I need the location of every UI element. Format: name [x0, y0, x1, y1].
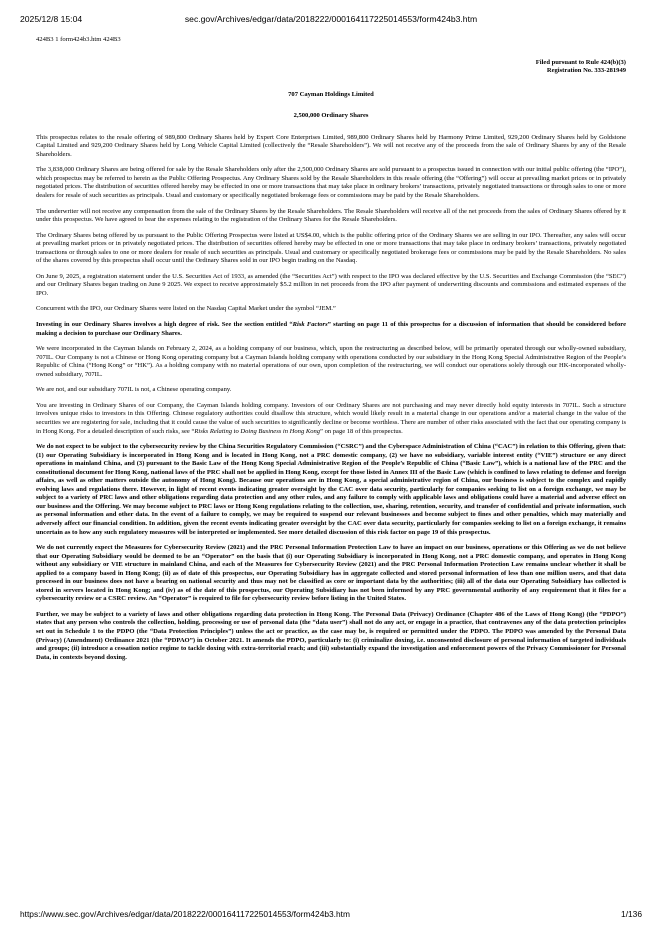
paragraph-incorporation: We were incorporated in the Cayman Islands on February 2, 2024, as a holding company of our business, which, upon the restructuring as described below, will be primarily operated through our wholly-owned subsidiary, 707IL. Our Company is not a Chinese or Hong Kong operating company but a Cayman Islands holding company with operations conducted by our subsidiary in the Hong Kong Special Administrative Region of the People’s Republic of China (“Hong Kong” or “HK”). As a holding company with no material operations of our own, upon completion of the restructuring, we will conduct our operations solely through our HK-incorporated wholly-owned subsidiary, 707IL.	[36, 345, 626, 378]
browser-print-footer	[20, 909, 642, 921]
paragraph-cybersecurity-review: We do not expect to be subject to the cybersecurity review by the China Securities Regulatory Commission (“CSRC”) and the Cyberspace Administration of China (“CAC”) in relation to this Offering, given that: (1) our Operating Subsidiary is incorporated in Hong Kong and is located in Hong Kong, not a PRC domestic company, (2) we have no subsidiary, variable interest entity (“VIE”) structure or any direct operations in mainland China, and (3) pursuant to the Basic Law of the Hong Kong Special Administrative Region of the People’s Republic of China (“Basic Law”), which is a national law of the PRC and the constitutional document for Hong Kong, national laws of the PRC shall not be applied in Hong Kong, except for those listed in Annex III of the Basic Law (which is confined to laws relating to defense and foreign affairs, as well as other matters outside the autonomy of Hong Kong). Because our operations are in Hong Kong, a special administrative region of China, our business is subject to the complex and rapidly evolving laws and regulations there. However, in light of recent events indicating greater oversight by the CAC over data security, particularly for companies seeking to list on a foreign exchange, we may be subject to a variety of PRC laws and other obligations regarding data protection and any other rules, and any failure to comply with applicable laws and obligations could have a material and adverse effect on our business and the Offering. We may become subject to PRC laws or Hong Kong regulations relating to the collection, use, sharing, retention, security, and transfer of confidential and private information, such as personal information and other data. In the event of a failure to comply, we may be required to suspend our relevant businesses and become subject to fines and other penalties, which may materially and adversely affect our financial condition. In addition, given the recent events indicating greater oversight by the CAC over data security, particularly for companies seeking to list on a foreign exchange, it remains uncertain as to how any such regulatory measures will be interpreted or implemented. See more detailed discussion of this risk factor on page 19 of this prospectus.	[36, 443, 626, 536]
print-url: https://www.sec.gov/Archives/edgar/data/2018222/000164117225014553/form424b3.htm	[20, 909, 350, 919]
print-page-title: sec.gov/Archives/edgar/data/2018222/000164117225014553/form424b3.htm	[184, 14, 478, 24]
filing-reference	[36, 59, 626, 76]
filed-rule: Filed pursuant to Rule 424(b)(3)	[535, 58, 626, 66]
registration-number: Registration No. 333-281949	[546, 67, 626, 75]
offered-shares: 2,500,000 Ordinary Shares	[293, 112, 369, 120]
hong-kong-risks-link[interactable]: Risks Relating to Doing Business in Hong Kong	[194, 427, 321, 435]
print-page-count: 1/136	[621, 909, 642, 919]
paragraph-registration-statement: On June 9, 2025, a registration statement under the U.S. Securities Act of 1933, as amended (the “Securities Act”) with respect to the IPO was declared effective by the U.S. Securities and Exchange Commission (the “SEC”) and our Ordinary Shares began trading on June 9 2025. We expect to receive approximately $5.2 million in net proceeds from the IPO after payment of underwriting discounts and commissions and estimated expenses of the IPO.	[36, 272, 626, 297]
paragraph-investment-structure: You are investing in Ordinary Shares of our Company, the Cayman Islands holding company. Investors of our Ordinary Shares are not purchasing and may never directly hold equity interests in 707IL. Such a structure involves unique risks to investors in this Offering. Chinese regulatory authorities could disallow this structure, which would likely result in a material change in our operations and/or a material change in the value of the securities we are registering for sale, including that it could cause the value of such securities to significantly decline or become worthless. There are number of other risks associated with the fact that our operating company is in Hong Kong. For a detailed description of such risks, see “Risks Relating to Doing Business in Hong Kong” on page 18 of this prospectus.	[36, 401, 626, 435]
paragraph-risk-warning: Investing in our Ordinary Shares involves a high degree of risk. See the section entitled “Risk Factors” starting on page 11 of this prospectus for a discussion of information that should be considered before making a decision to purchase our Ordinary Shares.	[36, 321, 626, 337]
print-datetime: 2025/12/8 15:04	[20, 14, 83, 24]
browser-print-header	[20, 14, 642, 26]
paragraph-cybersecurity-measures: We do not currently expect the Measures for Cybersecurity Review (2021) and the PRC Personal Information Protection Law to have an impact on our business, operations or this Offering as we do not believe that our Operating Subsidiary would be deemed to be an “Operator” on the basis that (i) our Operating Subsidiary is incorporated in Hong Kong, not a PRC domestic company, and operates in Hong Kong without any subsidiary or VIE structure in mainland China, and each of the Measures for Cybersecurity Review (2021) and the PRC Personal Information Protection Law remains unclear whether it shall be applied to a company based in Hong Kong; (ii) as of date of this prospectus, our Operating Subsidiary has in aggregate collected and stored personal information of less than one million users, and that data processed in our business does not have a bearing on national security and thus may not be classified as core or important data by the authorities; (iii) all of the data our Operating Subsidiary has collected is stored in servers located in Hong Kong; and (iv) as of the date of this prospectus, our Operating Subsidiary has not been informed by any PRC governmental authority of any requirement that it files for a cybersecurity review or a CSRC review. An “Operator” is required to file for cybersecurity review before listing in the United States.	[36, 544, 626, 603]
paragraph-offering-price: The Ordinary Shares being offered by us pursuant to the Public Offering Prospectus were listed at US$4.00, which is the public offering price of the Ordinary Shares we are selling in our IPO. Thereafter, any sales will occur at prevailing market prices or in privately negotiated prices. The distribution of securities offered hereby may be effected in one or more transactions that may take place in ordinary brokers’ transactions, privately negotiated transactions or through sales to one or more dealers for resale of such securities as principals. Usual and customary or specifically negotiated brokerage fees or commissions may be paid by the Resale Shareholders. No sales of the shares covered by this prospectus shall occur until the Ordinary Shares sold in our IPO begin trading on the Nasdaq.	[36, 231, 626, 265]
prospectus-document	[36, 36, 626, 669]
paragraph-underwriter: The underwriter will not receive any compensation from the sale of the Ordinary Shares by the Resale Shareholders. The Resale Shareholders will receive all of the net proceeds from the sales of Ordinary Shares offered by it under this prospectus. We have agreed to bear the expenses relating to the registration of the Ordinary Shares for the Resale Shareholders.	[36, 207, 626, 224]
risk-factors-link[interactable]: Risk Factors	[292, 321, 328, 329]
paragraph-nasdaq-listing: Concurrent with the IPO, our Ordinary Shares were listed on the Nasdaq Capital Market under the symbol “JEM.”	[36, 305, 336, 313]
company-name: 707 Cayman Holdings Limited	[288, 90, 374, 98]
file-tag: 424B3 1 form424b3.htm 424B3	[36, 36, 121, 43]
paragraph-not-chinese-operating: We are not, and our subsidiary 707IL is not, a Chinese operating company.	[36, 386, 232, 394]
paragraph-resale-offering: This prospectus relates to the resale offering of 989,800 Ordinary Shares held by Expert Core Enterprises Limited, 989,800 Ordinary Shares held by Harmony Prime Limited, 929,200 Ordinary Shares held by Goldstone Capital Limited and 929,200 Ordinary Shares held by Long Vehicle Capital Limited (collectively the “Resale Shareholders”). We will not receive any of the proceeds from the sale of Ordinary Shares by any of the Resale Shareholders.	[36, 133, 626, 158]
paragraph-share-distribution: The 3,838,000 Ordinary Shares are being offered for sale by the Resale Shareholders only after the 2,500,000 Ordinary Shares are sold pursuant to a prospectus issued in connection with our initial public offering (the “IPO”), which prospectus may be referred to herein as the Public Offering Prospectus. Any Ordinary Shares sold by the Resale Shareholders in this resale offering (the “Offering”) will occur at prevailing market prices or in privately negotiated prices. The distribution of securities offered hereby may be effected in one or more transactions that may take place in ordinary brokers’ transactions, privately negotiated transactions or through sales to one or more dealers for resale of such securities as principals. Usual and customary or specifically negotiated brokerage fees or commissions may be paid by the Resale Shareholders.	[36, 166, 626, 200]
paragraph-data-protection: Further, we may be subject to a variety of laws and other obligations regarding data protection in Hong Kong. The Personal Data (Privacy) Ordinance (Chapter 486 of the Laws of Hong Kong) (the “PDPO”) states that any person who controls the collection, holding, processing or use of personal data (the “data user”) shall not do any act, or engage in a practice, that contravenes any of the data protection principles set out in Schedule 1 to the PDPO (the “Data Protection Principles”) unless the act or practice, as the case may be, is required or permitted under the PDPO. The PDPO was amended by the Personal Data (Privacy) (Amendment) Ordinance 2021 (the “PDPAO”) in October 2021. It amends the PDPO, particularly to: (i) criminalize doxing, i.e. unconsented disclosure of personal information of targeted individuals and groups; (ii) introduce a cessation notice regime to tackle doxing with extra-territorial reach; and (iii) substantially expand the investigation and enforcement powers of the Privacy Commissioner for Personal Data, in contexts beyond doxing.	[36, 610, 626, 661]
